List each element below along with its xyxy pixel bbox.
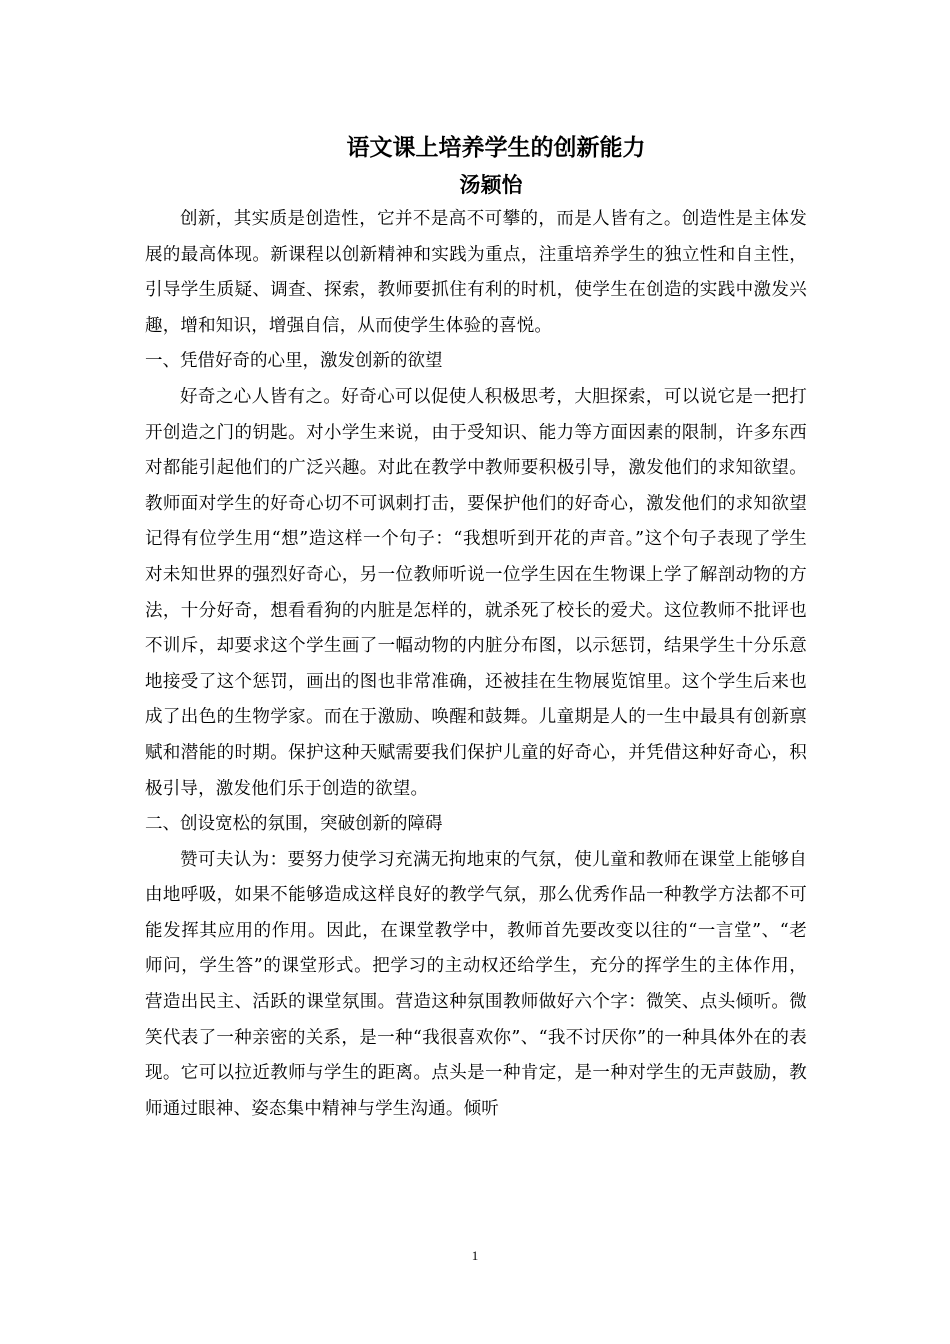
document-title: 语文课上培养学生的创新能力 xyxy=(346,134,646,161)
page-number: 1 xyxy=(471,1248,479,1263)
document-content xyxy=(145,128,807,1127)
document-author: 汤颖怡 xyxy=(459,172,523,197)
section-1-paragraph: 好奇之心人皆有之。好奇心可以促使人积极思考，大胆探索，可以说它是一把打开创造之门的钥匙。对小学生来说，由于受知识、能力等方面因素的限制，许多东西对都能引起他们的广泛兴趣。对此在教学中教师要积极引导，激发他们的求知欲望。教师面对学生的好奇心切不可讽刺打击，要保护他们的好奇心，激发他们的求知欲望记得有位学生用“想”造这样一个句子：“我想听到开花的声音。”这个句子表现了学生对未知世界的强烈好奇心，另一位教师听说一位学生因在生物课上学了解剖动物的方法，十分好奇，想看看狗的内脏是怎样的，就杀死了校长的爱犬。这位教师不批评也不训斥，却要求这个学生画了一幅动物的内脏分布图，以示惩罚，结果学生十分乐意地接受了这个惩罚，画出的图也非常准确，还被挂在生物展览馆里。这个学生后来也成了出色的生物学家。而在于激励、唤醒和鼓舞。儿童期是人的一生中最具有创新禀赋和潜能的时期。保护这种天赋需要我们保护儿童的好奇心，并凭借这种好奇心，积极引导，激发他们乐于创造的欲望。 xyxy=(145,386,807,799)
section-1-heading: 一、凭借好奇的心里，激发创新的欲望 xyxy=(145,351,443,372)
section-2-paragraph: 赞可夫认为：要努力使学习充满无拘地束的气氛，使儿童和教师在课堂上能够自由地呼吸，如果不能够造成这样良好的教学气氛，那么优秀作品一种教学方法都不可能发挥其应用的作用。因此，在课堂教学中，教师首先要改变以往的“一言堂”、“老师问，学生答”的课堂形式。把学习的主动权还给学生，充分的挥学生的主体作用，营造出民主、活跃的课堂氛围。营造这种氛围教师做好六个字：微笑、点头倾听。微笑代表了一种亲密的关系，是一种“我很喜欢你”、“我不讨厌你”的一种具体外在的表现。它可以拉近教师与学生的距离。点头是一种肯定，是一种对学生的无声鼓励，教师通过眼神、姿态集中精神与学生沟通。倾听 xyxy=(145,849,807,1119)
section-2-heading: 二、创设宽松的氛围，突破创新的障碍 xyxy=(145,814,443,835)
intro-paragraph: 创新，其实质是创造性，它并不是高不可攀的，而是人皆有之。创造性是主体发展的最高体现。新课程以创新精神和实践为重点，注重培养学生的独立性和自主性，引导学生质疑、调查、探索，教师要抓住有利的时机，使学生在创造的实践中激发兴趣，增和知识，增强自信，从而使学生体验的喜悦。 xyxy=(145,209,807,336)
